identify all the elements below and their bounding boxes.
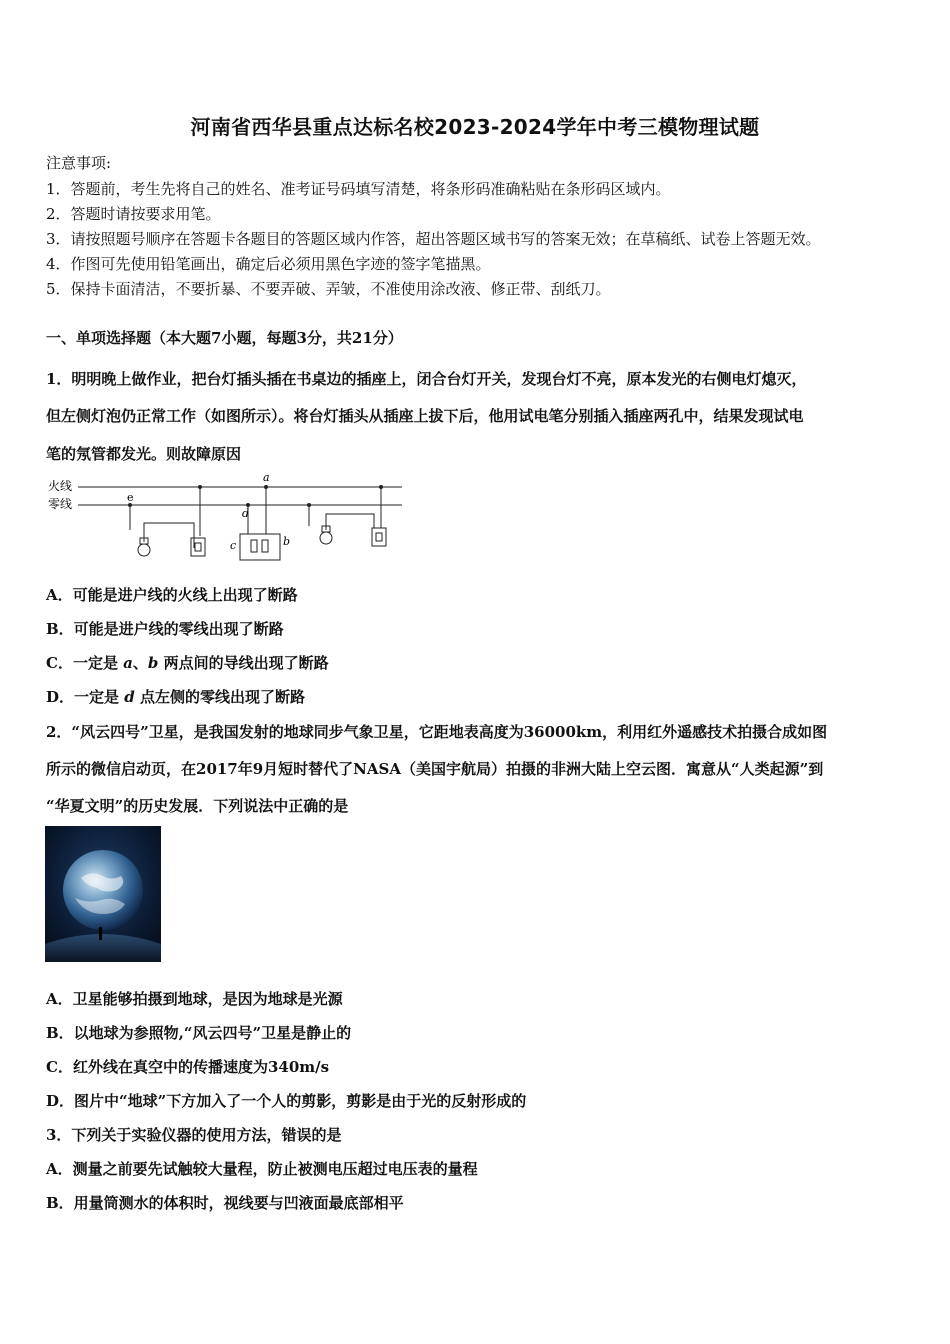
point-d-label: d	[242, 507, 250, 520]
notice-item: 2．答题时请按要求用笔。	[46, 205, 221, 223]
right-switch	[372, 528, 386, 546]
notice-item: 5．保持卡面清洁，不要折暴、不要弄破、弄皱，不准使用涂改液、修正带、刮纸刀。	[46, 280, 611, 298]
switch-knob	[195, 543, 201, 551]
option-c: C．红外线在真空中的传播速度为340m/s	[46, 1058, 330, 1076]
option-c-text-end: 两点间的导线出现了断路	[158, 654, 329, 672]
question-2-line: 所示的微信启动页，在2017年9月短时替代了NASA（美国宇航局）拍摄的非洲大陆上空云图．寓意从“人类起源”到	[46, 760, 824, 778]
notice-item: 3．请按照题号顺序在答题卡各题目的答题区域内作答，超出答题区域书写的答案无效；在草稿纸、试卷上答题无效。	[46, 230, 821, 248]
socket-hole	[251, 540, 257, 552]
silhouette	[99, 930, 102, 940]
live-wire-label: 火线	[48, 479, 73, 493]
left-switch	[191, 538, 205, 556]
option-a: A．测量之前要先试触较大量程，防止被测电压超过电压表的量程	[46, 1160, 478, 1178]
question-1-line: 笔的氖管都发光。则故障原因	[46, 445, 242, 463]
question-1-line: 但左侧灯泡仍正常工作（如图所示）。将台灯插头从插座上拔下后，他用试电笔分别插入插座两孔中，结果发现试电	[46, 407, 804, 425]
option-b: B．以地球为参照物,“风云四号”卫星是静止的	[46, 1024, 352, 1042]
option-b: B．可能是进户线的零线出现了断路	[46, 620, 284, 638]
option-d-text: D．一定是	[46, 688, 125, 706]
socket-hole	[262, 540, 268, 552]
page-title: 河南省西华县重点达标名校2023-2024学年中考三模物理试题	[190, 115, 760, 139]
wire	[326, 514, 374, 530]
option-a: A．可能是进户线的火线上出现了断路	[46, 586, 298, 604]
option-b: B．用量筒测水的体积时，视线要与凹液面最底部相平	[46, 1194, 404, 1212]
option-d	[46, 686, 305, 707]
point-a-label: a	[263, 471, 270, 484]
point-c-label: c	[230, 539, 237, 552]
question-3-stem: 3．下列关于实验仪器的使用方法，错误的是	[46, 1126, 342, 1144]
section-heading: 一、单项选择题（本大题7小题，每题3分，共21分）	[46, 329, 403, 347]
option-c-var-a: a	[123, 654, 133, 672]
socket	[240, 534, 280, 560]
switch-knob	[376, 533, 382, 541]
option-c	[46, 652, 329, 673]
option-c-var-b: b	[147, 654, 159, 672]
wire	[144, 523, 194, 548]
option-d: D．图片中“地球”下方加入了一个人的剪影，剪影是由于光的反射形成的	[46, 1092, 527, 1110]
point-e-label: e	[127, 491, 134, 504]
option-d-var-d: d	[124, 688, 135, 706]
circuit-diagram	[44, 470, 406, 570]
neutral-wire-label: 零线	[48, 497, 73, 511]
question-2-line: 2．“风云四号”卫星，是我国发射的地球同步气象卫星，它距地表高度为36000km，利用红外遥感技术拍摄合成如图	[46, 723, 828, 741]
point-b-label: b	[283, 535, 291, 548]
notice-item: 4．作图可先使用铅笔画出，确定后必须用黑色字迹的签字笔描黑。	[46, 255, 491, 273]
notice-heading: 注意事项:	[46, 154, 112, 172]
question-2-line: “华夏文明”的历史发展．下列说法中正确的是	[46, 797, 349, 815]
notice-item: 1．答题前，考生先将自己的姓名、准考证号码填写清楚，将条形码准确粘贴在条形码区域内。	[46, 180, 671, 198]
option-c-text: C．一定是	[46, 654, 124, 672]
option-c-sep: 、	[132, 654, 148, 672]
option-a: A．卫星能够拍摄到地球，是因为地球是光源	[46, 990, 343, 1008]
earth-image	[45, 826, 161, 962]
question-1-line: 1．明明晚上做作业，把台灯插头插在书桌边的插座上，闭合台灯开关，发现台灯不亮，原本发光的右侧电灯熄灭，	[46, 370, 807, 388]
option-d-text-end: 点左侧的零线出现了断路	[134, 688, 305, 706]
